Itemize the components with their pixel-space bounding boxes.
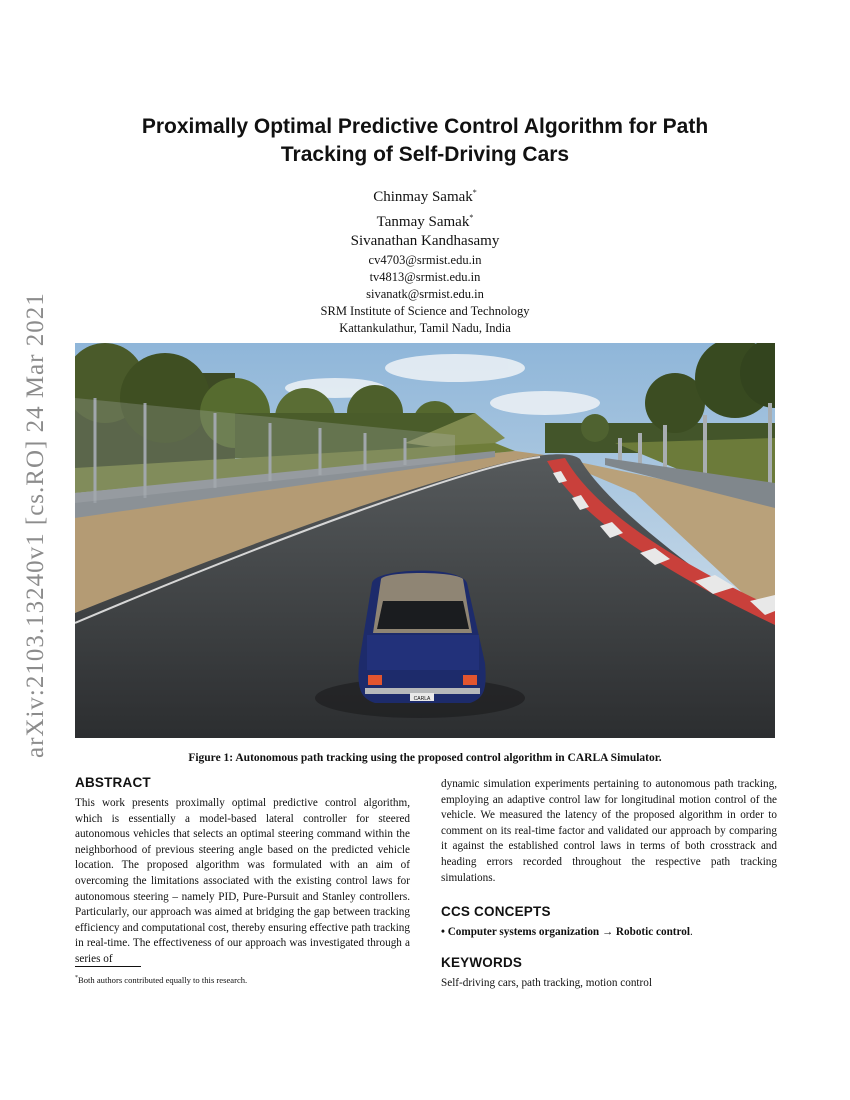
author-3 — [225, 232, 625, 252]
ccs-concept-text: Computer systems organization → Robotic control — [447, 926, 690, 939]
footnote — [75, 973, 410, 986]
footnote-text: Both authors contributed equally to this research. — [78, 974, 248, 985]
ccs-concept — [441, 925, 777, 941]
author-1-mark: * — [472, 188, 477, 197]
title-line-1: Proximally Optimal Predictive Control Algorithm for Path — [141, 115, 709, 138]
email-2[interactable]: tv4813@srmist.edu.in — [369, 269, 481, 284]
carla-scene-illustration — [75, 343, 775, 738]
affiliation-location: Kattankulathur, Tamil Nadu, India — [339, 320, 511, 335]
license-plate-text: CARLA — [413, 696, 431, 702]
author-block — [225, 183, 625, 337]
author-3-name: Sivanathan Kandhasamy — [350, 233, 500, 249]
keywords-heading: KEYWORDS — [441, 954, 523, 970]
abstract-heading: ABSTRACT — [75, 775, 151, 790]
paper-title — [90, 113, 760, 169]
author-2-mark: * — [469, 212, 474, 222]
affiliation-institute: SRM Institute of Science and Technology — [320, 303, 530, 318]
keywords-text: Self-driving cars, path tracking, motion control — [441, 976, 652, 989]
rear-window — [377, 601, 469, 629]
figure-carla-scene — [75, 343, 775, 738]
abstract-text-left: This work presents proximally optimal predictive control algorithm, which is essentially a model-based lateral controller for steered autonomous vehicles that selects an optimal steering command within the neighborhood of previous steering angle based on the predicted vehicle location. The proposed algorithm was formulated with an aim of overcoming the limitations associated with the existing control laws for autonomous steering – namely PID, Pure-Pursuit and Stanley controllers. Particularly, our approach was aimed at bridging the gap between tracking efficiency and computational cost, thereby ensuring effective path tracking in real-time. The effectiveness of our approach was investigated through a series of — [75, 797, 410, 965]
email-3[interactable]: sivanatk@srmist.edu.in — [366, 286, 484, 301]
author-2 — [225, 208, 625, 233]
right-column — [441, 777, 777, 991]
figure-caption: Figure 1: Autonomous path tracking using the proposed control algorithm in CARLA Simulator. — [188, 752, 662, 764]
left-column — [75, 775, 410, 968]
author-2-name: Tanmay Samak — [376, 213, 470, 230]
trunk — [367, 635, 479, 670]
title-line-2: Tracking of Self-Driving Cars — [280, 143, 570, 166]
email-1[interactable]: cv4703@srmist.edu.in — [368, 252, 482, 267]
arxiv-identifier: arXiv:2103.13240v1 [cs.RO] 24 Mar 2021 — [22, 292, 49, 758]
author-1-name: Chinmay Samak — [373, 189, 473, 205]
ccs-heading: CCS CONCEPTS — [441, 904, 551, 920]
tail-light-right — [463, 675, 477, 685]
ccs-end: . — [690, 926, 693, 939]
footnote-mark: * — [75, 975, 78, 981]
footnote-rule — [75, 966, 141, 967]
ccs-bullet: • — [441, 926, 445, 939]
author-1 — [225, 183, 625, 208]
abstract-text-right: dynamic simulation experiments pertaining to autonomous path tracking, employing an adaptive control law for longitudinal motion control of the vehicle. We measured the latency of the proposed algorithm in order to comment on its real-time factor and validated our approach by comparing it against the established control laws in terms of both crosstrack and heading errors recorded throughout the respective path tracking simulations. — [441, 778, 777, 884]
tail-light-left — [368, 675, 382, 685]
